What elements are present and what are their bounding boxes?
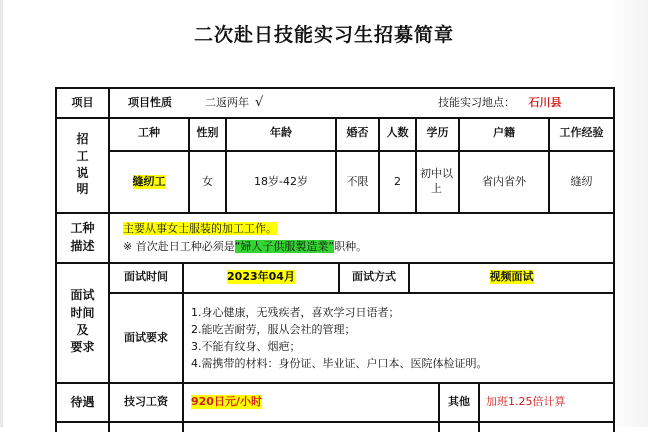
job-desc-label-part: 工种 (70, 221, 95, 235)
recruit-label-char: 招 (76, 131, 89, 146)
document-title: 二次赴日技能实习生招募简章 (193, 24, 454, 46)
interview-req-label: 面试要求 (124, 330, 168, 344)
value-age: 18岁-42岁 (254, 174, 308, 188)
requirement-item: 3.不能有纹身、烟疤； (191, 340, 301, 353)
header-experience: 工作经验 (559, 126, 604, 140)
value-household: 省内省外 (482, 174, 526, 188)
job-desc-content (123, 214, 603, 262)
requirement-item: 1.身心健康，无残疾者，喜欢学习日语者； (191, 305, 400, 319)
location-label: 技能实习地点： (438, 95, 515, 109)
other-value: 加班1.25倍计算 (486, 394, 566, 408)
recruit-section-label (55, 117, 110, 212)
job-desc-line2-prefix: ※ 首次赴日工种必须是 (123, 240, 235, 253)
interview-requirements-list (191, 294, 611, 382)
wage-highlight: 920日元/小时 (191, 394, 262, 408)
header-marital: 婚否 (346, 126, 369, 140)
interview-time-label: 面试时间 (124, 269, 168, 283)
job-desc-label (55, 212, 110, 262)
interview-label-part: 面试 (70, 288, 95, 303)
header-headcount: 人数 (386, 126, 409, 140)
value-gender: 女 (202, 174, 213, 188)
job-type-highlight: 缝纫工 (132, 174, 166, 188)
interview-section-label (55, 262, 110, 382)
job-desc-label-part: 描述 (70, 239, 95, 253)
header-age: 年龄 (270, 126, 292, 140)
interview-method-value (410, 262, 613, 292)
interview-label-part: 及 (76, 323, 89, 337)
recruit-label-char: 明 (76, 182, 89, 197)
header-education: 学历 (426, 126, 449, 140)
interview-method-highlight: 视频面试 (489, 269, 534, 283)
check-mark: √ (255, 95, 264, 111)
job-desc-line2-suffix: 职种。 (334, 240, 368, 253)
value-headcount: 2 (394, 174, 401, 188)
location-value: 石川县 (528, 95, 562, 109)
requirement-item: 4.需携带的材料：身份证、毕业证、户口本、医院体检证明。 (191, 357, 488, 371)
project-nature-text: 二返两年 (205, 95, 249, 109)
requirement-item: 2.能吃苦耐劳，服从会社的管理； (191, 322, 356, 336)
recruit-label-char: 工 (76, 148, 89, 163)
value-marital: 不限 (346, 174, 369, 188)
header-job-type: 工种 (138, 126, 160, 140)
project-label: 项目 (71, 95, 94, 109)
wage-label: 技习工资 (124, 394, 168, 408)
value-job-type (110, 152, 188, 212)
treatment-label: 待遇 (70, 394, 95, 409)
job-desc-highlight-term: “婦人子供服製造業” (234, 240, 335, 253)
value-education: 初中以上 (420, 167, 453, 195)
recruit-label-char: 说 (76, 165, 89, 180)
interview-label-part: 时间 (70, 305, 95, 320)
other-label: 其他 (448, 394, 470, 408)
interview-method-label: 面试方式 (352, 269, 396, 283)
value-experience: 缝纫 (570, 174, 593, 188)
interview-time-value (184, 262, 338, 292)
header-gender: 性别 (196, 126, 219, 140)
job-desc-line2 (123, 238, 367, 256)
interview-time-highlight: 2023年04月 (227, 269, 295, 283)
job-desc-line1: 主要从事女士服装的加工工作。 (123, 222, 277, 236)
project-nature-label: 项目性质 (128, 95, 172, 109)
page-left-edge (0, 0, 3, 427)
wage-value (191, 382, 431, 422)
interview-label-part: 要求 (70, 340, 95, 355)
header-household: 户籍 (493, 126, 515, 140)
project-nature-value (205, 87, 295, 119)
